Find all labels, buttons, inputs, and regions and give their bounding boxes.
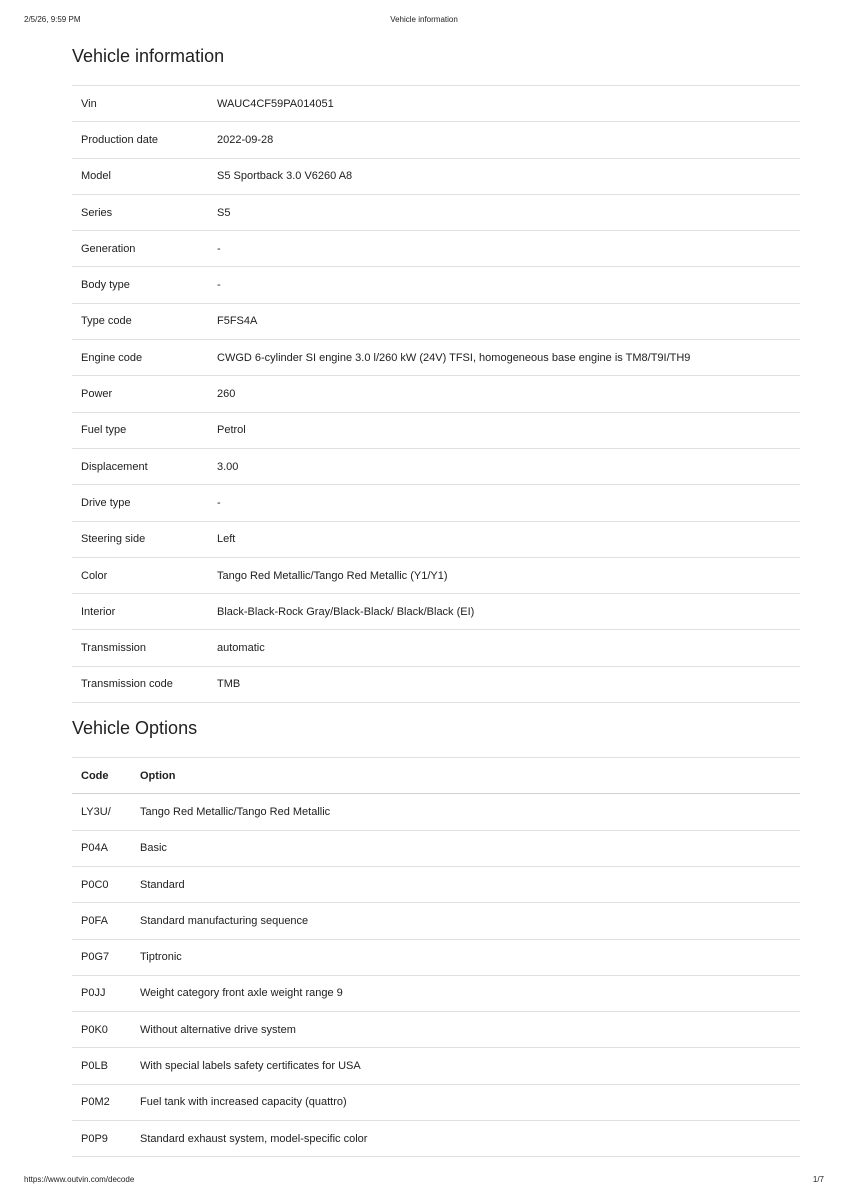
option-description: Fuel tank with increased capacity (quattro) xyxy=(131,1084,800,1120)
table-row xyxy=(72,794,800,830)
options-header-row xyxy=(72,758,800,794)
option-code: P0P9 xyxy=(72,1121,131,1157)
option-code: LY3U/ xyxy=(72,794,131,830)
field-value: - xyxy=(208,267,800,303)
field-value: automatic xyxy=(208,630,800,666)
vehicle-information-heading: Vehicle information xyxy=(72,46,225,66)
table-row xyxy=(72,557,800,593)
table-row xyxy=(72,194,800,230)
vehicle-information-rows xyxy=(72,86,800,703)
field-value: S5 xyxy=(208,194,800,230)
option-description: Weight category front axle weight range 9 xyxy=(131,975,800,1011)
table-row xyxy=(72,86,800,122)
page-content xyxy=(72,44,800,1157)
table-row xyxy=(72,866,800,902)
print-datetime: 2/5/26, 9:59 PM xyxy=(24,15,81,24)
table-row xyxy=(72,485,800,521)
field-value: Tango Red Metallic/Tango Red Metallic (Y1/Y1) xyxy=(208,557,800,593)
option-description: Without alternative drive system xyxy=(131,1012,800,1048)
field-value: Left xyxy=(208,521,800,557)
vehicle-options-rows xyxy=(72,794,800,1157)
field-label: Series xyxy=(72,194,208,230)
option-description: Standard manufacturing sequence xyxy=(131,903,800,939)
table-row xyxy=(72,939,800,975)
table-row xyxy=(72,1084,800,1120)
field-value: Black-Black-Rock Gray/Black-Black/ Black/Black (EI) xyxy=(208,594,800,630)
page-number: 1/7 xyxy=(812,1175,824,1184)
table-row xyxy=(72,340,800,376)
option-code: P0G7 xyxy=(72,939,131,975)
print-url: https://www.outvin.com/decode xyxy=(24,1175,135,1184)
table-row xyxy=(72,1121,800,1157)
table-row xyxy=(72,158,800,194)
option-description: Standard xyxy=(131,866,800,902)
table-row xyxy=(72,521,800,557)
field-value: F5FS4A xyxy=(208,303,800,339)
field-value: 2022-09-28 xyxy=(208,122,800,158)
field-label: Color xyxy=(72,557,208,593)
table-row xyxy=(72,267,800,303)
field-value: 3.00 xyxy=(208,448,800,484)
field-label: Production date xyxy=(72,122,208,158)
vehicle-options-table xyxy=(72,757,800,1157)
field-value: WAUC4CF59PA014051 xyxy=(208,86,800,122)
field-value: - xyxy=(208,485,800,521)
table-row xyxy=(72,1048,800,1084)
option-description: Basic xyxy=(131,830,800,866)
table-row xyxy=(72,412,800,448)
field-label: Vin xyxy=(72,86,208,122)
option-code: P0LB xyxy=(72,1048,131,1084)
option-description: Tiptronic xyxy=(131,939,800,975)
table-row xyxy=(72,448,800,484)
option-description: Standard exhaust system, model-specific color xyxy=(131,1121,800,1157)
print-header xyxy=(24,15,824,27)
option-code: P0JJ xyxy=(72,975,131,1011)
option-code: P0K0 xyxy=(72,1012,131,1048)
field-label: Displacement xyxy=(72,448,208,484)
column-header-option: Option xyxy=(131,758,800,794)
table-row xyxy=(72,122,800,158)
column-header-code: Code xyxy=(72,758,131,794)
field-label: Generation xyxy=(72,231,208,267)
table-row xyxy=(72,666,800,702)
field-label: Model xyxy=(72,158,208,194)
table-row xyxy=(72,630,800,666)
field-label: Power xyxy=(72,376,208,412)
field-value: Petrol xyxy=(208,412,800,448)
vehicle-information-table xyxy=(72,85,800,703)
option-code: P04A xyxy=(72,830,131,866)
table-row xyxy=(72,1012,800,1048)
field-label: Type code xyxy=(72,303,208,339)
field-value: TMB xyxy=(208,666,800,702)
field-label: Interior xyxy=(72,594,208,630)
vehicle-options-heading: Vehicle Options xyxy=(72,718,198,739)
option-code: P0FA xyxy=(72,903,131,939)
table-row xyxy=(72,376,800,412)
print-title: Vehicle information xyxy=(390,15,458,24)
field-value: CWGD 6-cylinder SI engine 3.0 l/260 kW (24V) TFSI, homogeneous base engine is TM8/T9I/TH9 xyxy=(208,340,800,376)
field-label: Drive type xyxy=(72,485,208,521)
field-label: Body type xyxy=(72,267,208,303)
option-description: With special labels safety certificates for USA xyxy=(131,1048,800,1084)
option-code: P0M2 xyxy=(72,1084,131,1120)
field-value: - xyxy=(208,231,800,267)
table-row xyxy=(72,594,800,630)
table-row xyxy=(72,975,800,1011)
option-description: Tango Red Metallic/Tango Red Metallic xyxy=(131,794,800,830)
table-row xyxy=(72,830,800,866)
table-row xyxy=(72,903,800,939)
field-label: Steering side xyxy=(72,521,208,557)
table-row xyxy=(72,303,800,339)
table-row xyxy=(72,231,800,267)
field-label: Transmission xyxy=(72,630,208,666)
field-label: Fuel type xyxy=(72,412,208,448)
field-label: Engine code xyxy=(72,340,208,376)
field-value: S5 Sportback 3.0 V6260 A8 xyxy=(208,158,800,194)
print-footer xyxy=(24,1175,824,1187)
option-code: P0C0 xyxy=(72,866,131,902)
field-value: 260 xyxy=(208,376,800,412)
field-label: Transmission code xyxy=(72,666,208,702)
